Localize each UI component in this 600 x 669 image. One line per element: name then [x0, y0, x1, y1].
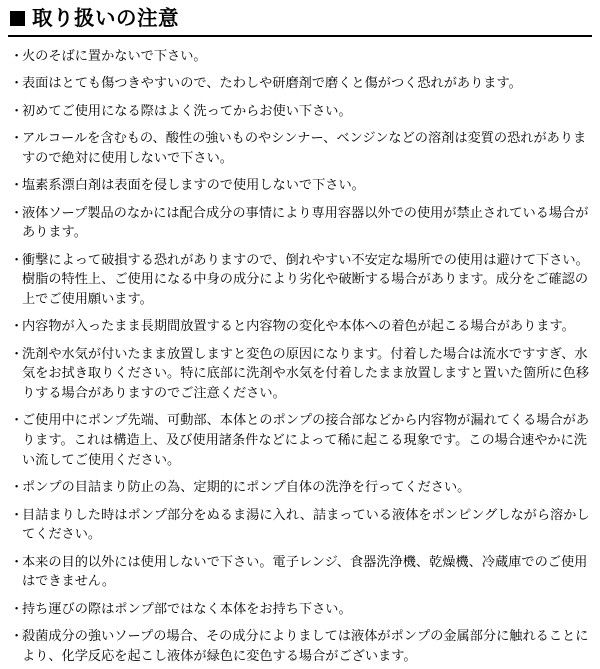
bullet-glyph: ・ [10, 178, 24, 194]
page-title [8, 8, 592, 35]
notes-list [8, 47, 592, 667]
list-item-text: アルコールを含むもの、酸性の強いものやシンナー、ベンジンなどの溶剤は変質の恐れがありますので絶対に使用しないで下さい。 [22, 131, 587, 166]
bullet-glyph: ・ [10, 413, 24, 429]
title-divider [8, 35, 592, 37]
list-item [10, 506, 590, 545]
bullet-glyph: ・ [10, 205, 24, 221]
list-item-text: 液体ソープ製品のなかには配合成分の事情により専用容器以外での使用が禁止されている場合があります。 [22, 205, 589, 241]
bullet-glyph: ・ [10, 554, 24, 570]
list-item-text: 内容物が入ったまま長期間放置すると内容物の変化や本体への着色が起こる場合があります。 [22, 319, 575, 335]
list-item-text: ポンプの目詰まり防止の為、定期的にポンプ自体の洗浄を行ってください。 [22, 480, 471, 496]
bullet-glyph: ・ [10, 76, 24, 92]
list-item-text: 目詰まりした時はポンプ部分をぬるま湯に入れ、詰まっている液体をポンピングしながら溶かしてください。 [22, 507, 590, 543]
filled-square-icon [10, 11, 25, 26]
bullet-glyph: ・ [10, 131, 24, 147]
list-item-text: 塩素系漂白剤は表面を侵しますので使用しないで下さい。 [22, 178, 365, 194]
list-item [10, 47, 590, 67]
list-item-text: 表面はとても傷つきやすいので、たわしや研磨剤で磨くと傷がつく恐れがあります。 [22, 76, 522, 92]
list-item [10, 251, 590, 310]
list-item [10, 553, 590, 592]
bullet-glyph: ・ [10, 629, 24, 645]
bullet-glyph: ・ [10, 507, 24, 523]
page-title-label: 取り扱いの注意 [32, 6, 179, 30]
bullet-glyph: ・ [10, 319, 24, 335]
list-item-text: ご使用中にポンプ先端、可動部、本体とのポンプの接合部などから内容物が漏れてくる場合があります。これは構造上、及び使用諸条件などによって稀に起こる現象です。この場合速やかに洗い流してご使用ください。 [22, 413, 590, 468]
bullet-glyph: ・ [10, 103, 24, 119]
list-item-text: 衝撃によって破損する恐れがありますので、倒れやすい不安定な場所での使用は避けて下さい。樹脂の特性上、ご使用になる中身の成分により劣化や破断する場合があります。成分をご確認の上でご使用願います。 [22, 252, 589, 307]
list-item-text: 初めてご使用になる際はよく洗ってからお使い下さい。 [22, 103, 352, 119]
list-item [10, 176, 590, 196]
list-item [10, 478, 590, 498]
bullet-glyph: ・ [10, 346, 24, 362]
list-item [10, 600, 590, 620]
bullet-glyph: ・ [10, 48, 24, 64]
list-item [10, 204, 590, 243]
list-item [10, 411, 590, 470]
list-item [10, 317, 590, 337]
list-item [10, 102, 590, 122]
list-item-text: 火のそばに置かないで下さい。 [22, 48, 207, 64]
bullet-glyph: ・ [10, 601, 24, 617]
list-item-text: 本来の目的以外には使用しないで下さい。電子レンジ、食器洗浄機、乾燥機、冷蔵庫でのご使用はできません。 [22, 554, 588, 590]
bullet-glyph: ・ [10, 480, 24, 496]
list-item [10, 74, 590, 94]
list-item [10, 129, 590, 168]
bullet-glyph: ・ [10, 252, 24, 268]
list-item [10, 345, 590, 404]
list-item-text: 持ち運びの際はポンプ部ではなく本体をお持ち下さい。 [22, 601, 352, 617]
list-item [10, 627, 590, 666]
list-item-text: 洗剤や水気が付いたまま放置しますと変色の原因になります。付着した場合は流水ですすぎ、水気をお拭き取りください。特に底部に洗剤や水気を付着したまま放置しますと置いた箇所に色移りする場合がありますのでご注意ください。 [22, 346, 590, 401]
list-item-text: 殺菌成分の強いソープの場合、その成分によりましては液体がポンプの金属部分に触れることにより、化学反応を起こし液体が緑色に変色する場合がございます。 [22, 629, 589, 664]
